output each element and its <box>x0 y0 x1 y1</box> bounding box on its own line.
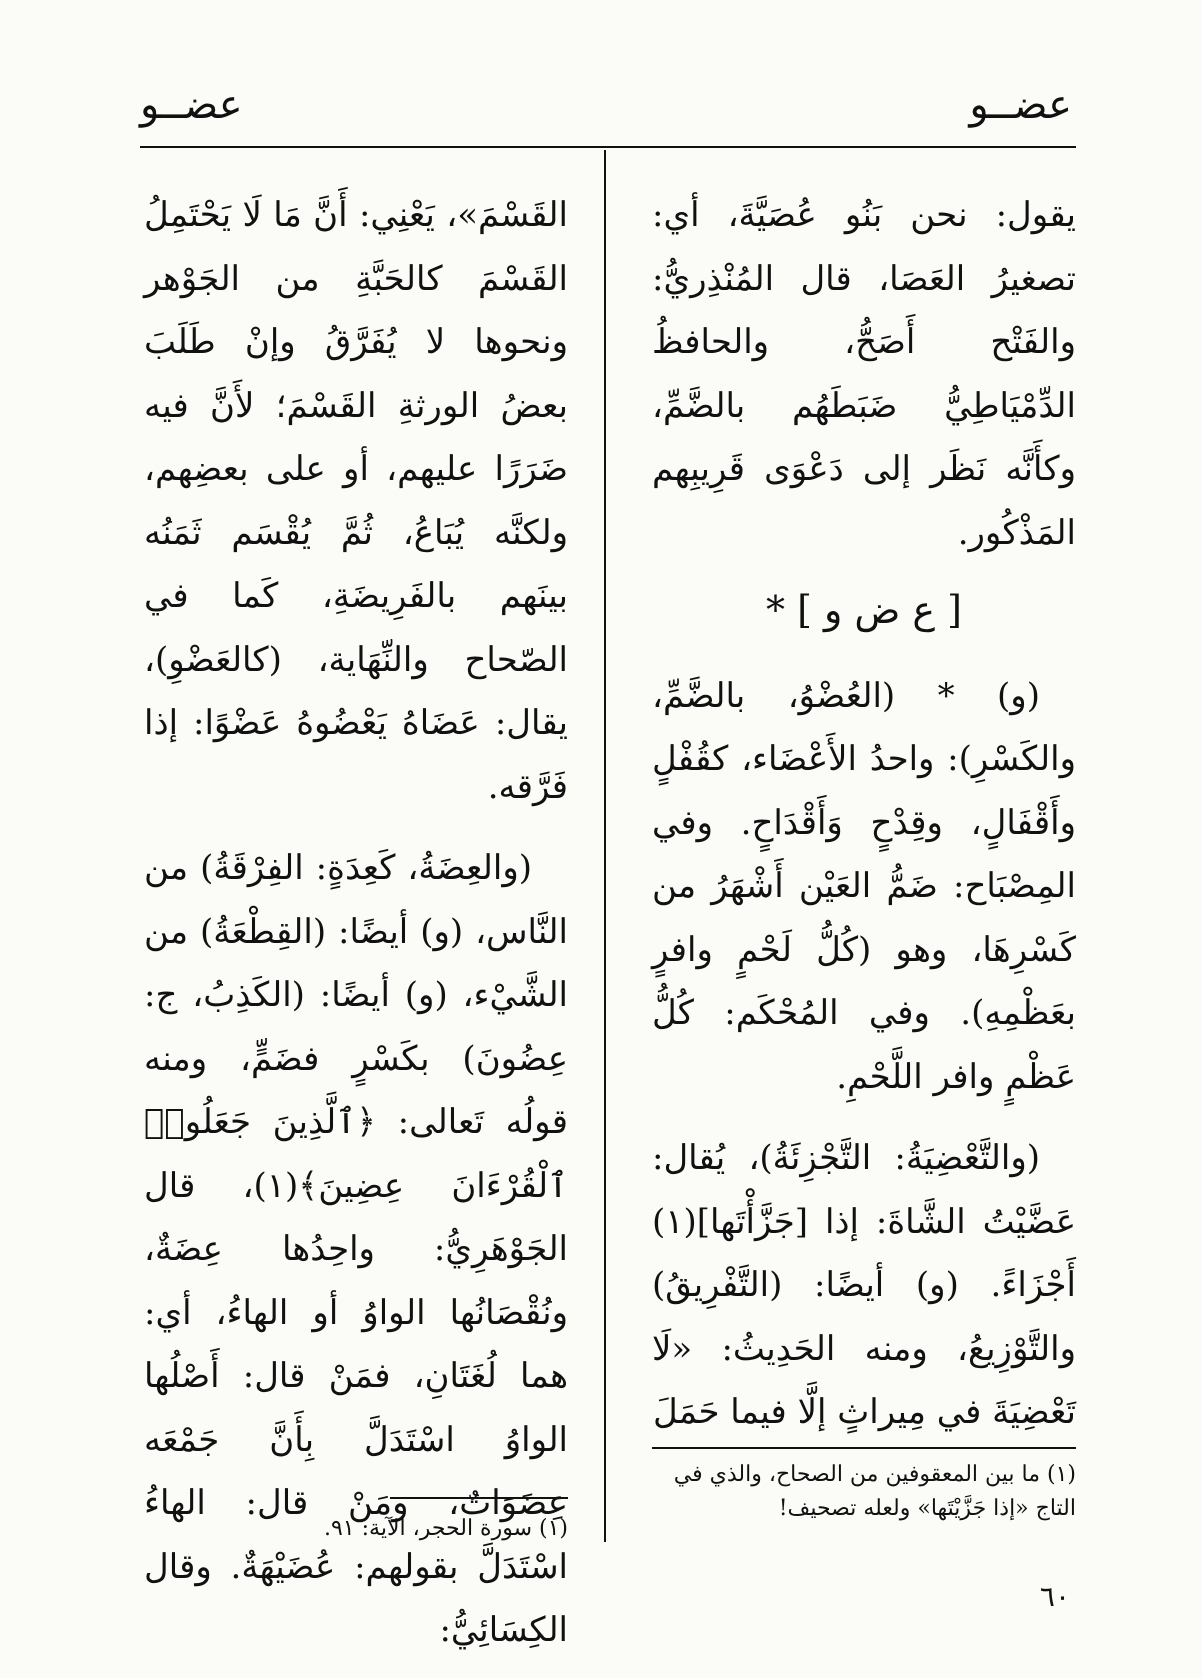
entry-heading: [ ع ض و ] * <box>765 588 962 632</box>
left-column-paragraph-1: القَسْمَ»، يَعْنِي: أَنَّ مَا لَا يَحْتَمِلُ القَسْمَ كالحَبَّةِ من الجَوْهر ونحوها لا يُفَرَّقُ وإنْ طَلَبَ بعضُ الورثةِ القَسْمَ؛ لأَنَّ فيه ضَرَرًا عليهم، أو على بعضِهم، ولكنَّه يُبَاعُ، ثُمَّ يُقْسَم ثَمَنُه بينَهم بالفَرِيضَةِ، كَما في الصّحاح والنِّهَاية، (كالعَضْوِ)، يقال: عَضَاهُ يَعْضُوهُ عَضْوًا: إذا فَرَّقه. <box>144 195 568 807</box>
left-column-paragraph-2: (والعِضَةُ، كَعِدَةٍ: الفِرْقَةُ) من النَّاس، (و) أيضًا: (القِطْعَةُ) من الشَّيْء، (و) أيضًا: (الكَذِبُ، ج: عِضُونَ) بكَسْرٍ فضَمٍّ، ومنه قولُه تَعالى: ﴿ٱلَّذِينَ جَعَلُوا۟ ٱلْقُرْءَانَ عِضِينَ﴾(١)، قال الجَوْهَرِيُّ: واحِدُها عِضَةٌ، ونُقْصَانُها الواوُ أو الهاءُ، أي: هما لُغَتَانِ، فمَنْ قال: أَصْلُها الواوُ اسْتَدَلَّ بِأَنَّ جَمْعَه عِضَوَاتٌ، ومَنْ قال: الهاءُ اسْتَدَلَّ بقولهم: عُضَيْهَةٌ. وقال الكِسَائِيُّ: <box>144 848 568 1650</box>
footnote-right: (١) ما بين المعقوفين من الصحاح، والذي في التاج «إذا جَزَّيْتَها» ولعله تصحيف! <box>673 1462 1076 1521</box>
right-column-paragraph-1: يقول: نحن بَنُو عُصَيَّةَ، أي: تصغيرُ العَصَا، قال المُنْذِريُّ: والفَتْح أَصَحُّ، والحافظُ الدِّمْيَاطِيُّ ضَبَطَهُم بالضَّمِّ، وكأَنَّه نَظَر إلى دَعْوَى قَرِيبِهم المَذْكُور. <box>652 195 1076 553</box>
running-header-right: عضــو <box>969 82 1072 128</box>
footnote-rule-left <box>390 1497 568 1499</box>
footnote-left: (١) سورة الحجر، الآية: ٩١. <box>323 1516 568 1541</box>
footnote-rule-right <box>652 1447 1076 1449</box>
left-column <box>144 184 568 1663</box>
column-divider <box>604 150 606 1542</box>
header-rule <box>140 146 1076 148</box>
right-column <box>652 184 1076 1445</box>
right-column-paragraph-3: (والتَّعْضِيَةُ: التَّجْزِئَةُ)، يُقال: عَضَّيْتُ الشَّاةَ: إذا [جَزَّأْتَها](١) أَجْزَاءً. (و) أيضًا: (التَّفْرِيقُ) والتَّوْزِيعُ، ومنه الحَدِيثُ: «لَا تَعْضِيَةَ في مِيراثٍ إلَّا فيما حَمَلَ <box>652 1138 1076 1432</box>
right-column-paragraph-2: (و) * (العُضْوُ، بالضَّمِّ، والكَسْرِ): واحدُ الأَعْضَاء، كقُفْلٍ وأَقْفَالٍ، وقِدْحٍ وَأَقْدَاحٍ. وفي المِصْبَاح: ضَمُّ العَيْن أَشْهَرُ من كَسْرِهَا، وهو (كُلُّ لَحْمٍ وافرٍ بعَظْمِهِ). وفي المُحْكَم: كُلُّ عَظْمٍ وافر اللَّحْمِ. <box>652 675 1076 1097</box>
page-number: ٦٠ <box>1039 1580 1070 1613</box>
running-header-left: عضــو <box>140 82 243 128</box>
